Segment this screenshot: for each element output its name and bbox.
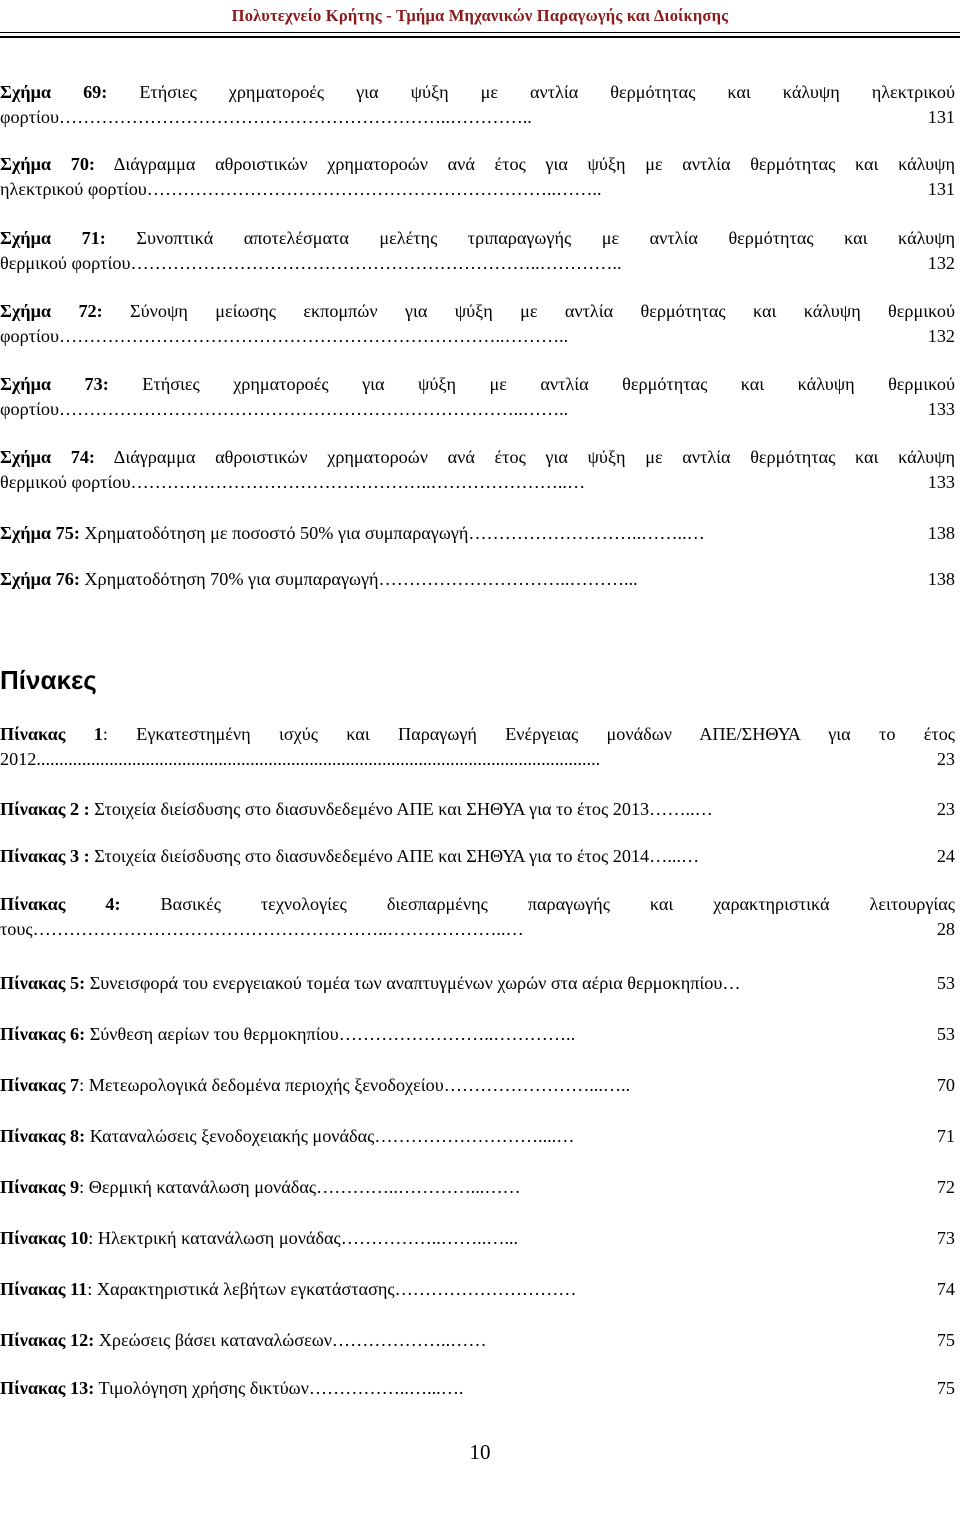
- toc-entry[interactable]: [0, 844, 955, 869]
- entry-title: Διάγραμμα αθροιστικών χρηματοροών ανά έτος για ψύξη με αντλία θερμότητας και κάλυψη: [94, 447, 955, 467]
- entry-page-number: 138: [927, 569, 955, 589]
- dot-leader: …………………………………………………………..…………..: [130, 253, 622, 273]
- entry-caption: [0, 797, 649, 822]
- entry-label: Πίνακας 9: [0, 1177, 80, 1197]
- entry-title: Σύνοψη μείωσης εκπομπών για ψύξη με αντλία θερμότητας και κάλυψη θερμικού: [102, 301, 955, 321]
- page-number: 10: [469, 1440, 491, 1464]
- entry-label: Πίνακας 6:: [0, 1024, 86, 1044]
- entry-title: Χρηματοδότηση με ποσοστό 50% για συμπαραγωγή: [79, 523, 469, 543]
- entry-page-number: 131: [927, 179, 955, 199]
- entry-caption: [0, 521, 468, 546]
- entry-label: Σχήμα 75:: [0, 523, 80, 543]
- dot-leader: …………………………………………………………………..……..: [58, 399, 569, 419]
- entry-page-number: 133: [927, 472, 955, 492]
- entry-label: Πίνακας 3 :: [0, 846, 90, 866]
- entry-page-number: 23: [936, 749, 955, 769]
- toc-entry[interactable]: [0, 722, 955, 772]
- entry-separator: [121, 894, 161, 914]
- dot-leader: ……………………...…..: [443, 1075, 631, 1095]
- dot-leader: ……………………..…………..: [338, 1024, 576, 1044]
- entry-title-continued: θερμικού φορτίου: [0, 253, 131, 273]
- toc-entry[interactable]: [0, 521, 955, 546]
- entry-page-number: 72: [936, 1177, 955, 1197]
- entry-title: Βασικές τεχνολογίες διεσπαρμένης παραγωγής και χαρακτηριστικά λειτουργίας: [160, 894, 955, 914]
- entry-page-number: 53: [936, 973, 955, 993]
- toc-entry[interactable]: [0, 80, 955, 130]
- entry-page-number: 24: [936, 846, 955, 866]
- entry-title: Θερμική κατανάλωση μονάδας: [88, 1177, 317, 1197]
- toc-entry[interactable]: [0, 1073, 955, 1098]
- entry-title: Εγκατεστημένη ισχύς και Παραγωγή Ενέργειας μονάδων ΑΠΕ/ΣΗΘΥΑ για το έτος: [136, 724, 955, 744]
- entry-label: Σχήμα 76:: [0, 569, 80, 589]
- entry-label: Πίνακας 1: [0, 724, 103, 744]
- entry-title-continued: φορτίου: [0, 107, 59, 127]
- entry-label: Σχήμα 69:: [0, 82, 108, 102]
- entry-title-continued: φορτίου: [0, 399, 59, 419]
- toc-entry[interactable]: [0, 445, 955, 495]
- entry-caption: [0, 1073, 444, 1098]
- toc-entry[interactable]: [0, 892, 955, 942]
- entry-page-number: 53: [936, 1024, 955, 1044]
- entry-caption: [0, 844, 649, 869]
- entry-title: Συνοπτικά αποτελέσματα μελέτης τριπαραγωγής με αντλία θερμότητας και κάλυψη: [105, 228, 955, 248]
- dot-leader: ............................................................................................................................: [36, 749, 601, 769]
- entry-label: Σχήμα 71:: [0, 228, 106, 248]
- entry-label: Πίνακας 10: [0, 1228, 89, 1248]
- entry-label: Σχήμα 74:: [0, 447, 95, 467]
- entry-separator: :: [79, 1177, 89, 1197]
- toc-entry[interactable]: [0, 152, 955, 202]
- entry-label: Πίνακας 4:: [0, 894, 121, 914]
- dot-leader: …………………………………………………………..……..: [146, 179, 602, 199]
- entry-title: Διάγραμμα αθροιστικών χρηματοροών ανά έτος για ψύξη με αντλία θερμότητας και κάλυψη: [94, 154, 955, 174]
- dot-leader: ……………..……..…...: [340, 1228, 519, 1248]
- entry-title-continued: φορτίου: [0, 326, 59, 346]
- dot-leader: ………………………………………………………..…………..: [58, 107, 532, 127]
- entry-title: Στοιχεία διείσδυσης στο διασυνδεδεμένο ΑΠΕ και ΣΗΘΥΑ για το έτος 2014: [94, 846, 650, 866]
- entry-label: Σχήμα 73:: [0, 374, 109, 394]
- entry-page-number: 23: [936, 799, 955, 819]
- entry-title: Τιμολόγηση χρήσης δικτύων: [98, 1378, 309, 1398]
- entry-page-number: 73: [936, 1228, 955, 1248]
- entry-page-number: 131: [927, 107, 955, 127]
- dot-leader: ………………..……: [331, 1330, 487, 1350]
- entry-label: Πίνακας 8:: [0, 1126, 86, 1146]
- entry-page-number: 75: [936, 1378, 955, 1398]
- entry-separator: :: [88, 1228, 98, 1248]
- entry-label: Σχήμα 70:: [0, 154, 95, 174]
- entry-title: Χρεώσεις βάσει καταναλώσεων: [98, 1330, 332, 1350]
- header-rule-thick: [0, 36, 960, 38]
- entry-page-number: 74: [936, 1279, 955, 1299]
- entry-title-continued: τους: [0, 919, 33, 939]
- entry-title: Χαρακτηριστικά λεβήτων εγκατάστασης: [96, 1279, 395, 1299]
- toc-entry[interactable]: [0, 1175, 955, 1200]
- dot-leader: …: [722, 973, 741, 993]
- entry-label: Πίνακας 5:: [0, 973, 86, 993]
- entry-page-number: 132: [927, 253, 955, 273]
- dot-leader: ………………………..……..…: [468, 523, 705, 543]
- entry-separator: :: [102, 724, 137, 744]
- entry-label: Πίνακας 2 :: [0, 799, 90, 819]
- entry-title-continued: ηλεκτρικού φορτίου: [0, 179, 147, 199]
- toc-entry[interactable]: [0, 372, 955, 422]
- dot-leader: ……………..…...….: [308, 1378, 464, 1398]
- entry-caption: [0, 1328, 332, 1353]
- dot-leader: …………………………..………...: [378, 569, 638, 589]
- entry-page-number: 75: [936, 1330, 955, 1350]
- toc-entry[interactable]: [0, 567, 955, 592]
- entry-title: Ετήσιες χρηματοροές για ψύξη με αντλία θερμότητας και κάλυψη ηλεκτρικού: [107, 82, 955, 102]
- entry-caption: [0, 1277, 395, 1302]
- entry-title: Μετεωρολογικά δεδομένα περιοχής ξενοδοχείου: [88, 1075, 444, 1095]
- entry-title: Στοιχεία διείσδυσης στο διασυνδεδεμένο ΑΠΕ και ΣΗΘΥΑ για το έτος 2013: [94, 799, 650, 819]
- dot-leader: ……..…: [649, 799, 713, 819]
- entry-page-number: 70: [936, 1075, 955, 1095]
- entry-label: Πίνακας 7: [0, 1075, 80, 1095]
- entry-title-continued: 2012: [0, 749, 37, 769]
- entry-label: Σχήμα 72:: [0, 301, 103, 321]
- entry-caption: [0, 1175, 316, 1200]
- toc-entry[interactable]: [0, 1277, 955, 1302]
- dot-leader: ………………………....…: [374, 1126, 575, 1146]
- document-header: Πολυτεχνείο Κρήτης - Τμήμα Μηχανικών Παραγωγής και Διοίκησης: [231, 6, 729, 25]
- entry-title: Συνεισφορά του ενεργειακού τομέα των αναπτυγμένων χωρών στα αέρια θερμοκηπίου: [89, 973, 723, 993]
- dot-leader: …………………………: [394, 1279, 577, 1299]
- toc-entry[interactable]: [0, 1226, 955, 1251]
- toc-entry[interactable]: [0, 226, 955, 276]
- tables-section-title: Πίνακες: [0, 665, 97, 695]
- dot-leader: …...…: [649, 846, 700, 866]
- entry-caption: [0, 1226, 341, 1251]
- entry-label: Πίνακας 11: [0, 1279, 88, 1299]
- entry-page-number: 138: [927, 523, 955, 543]
- entry-caption: [0, 971, 722, 996]
- toc-entry[interactable]: [0, 1328, 955, 1353]
- dot-leader: …………………………………………..…………………..…: [130, 472, 586, 492]
- dot-leader: …………………………………………………..………………..…: [32, 919, 524, 939]
- entry-title: Ετήσιες χρηματοροές για ψύξη με αντλία θερμότητας και κάλυψη θερμικού: [108, 374, 955, 394]
- entry-title: Καταναλώσεις ξενοδοχειακής μονάδας: [89, 1126, 375, 1146]
- entry-page-number: 133: [927, 399, 955, 419]
- entry-page-number: 132: [927, 326, 955, 346]
- dot-leader: ………………………………………………………………..………..: [58, 326, 569, 346]
- entry-caption: [0, 1022, 339, 1047]
- entry-title: Ηλεκτρική κατανάλωση μονάδας: [97, 1228, 341, 1248]
- toc-entry[interactable]: [0, 971, 955, 996]
- entry-page-number: 28: [936, 919, 955, 939]
- entry-title: Χρηματοδότηση 70% για συμπαραγωγή: [79, 569, 379, 589]
- entry-title: Σύνθεση αερίων του θερμοκηπίου: [89, 1024, 339, 1044]
- header-rule-thin: [0, 32, 960, 33]
- entry-title-continued: θερμικού φορτίου: [0, 472, 131, 492]
- entry-page-number: 71: [936, 1126, 955, 1146]
- entry-separator: :: [79, 1075, 89, 1095]
- entry-label: Πίνακας 12:: [0, 1330, 95, 1350]
- toc-entry[interactable]: [0, 1022, 955, 1047]
- toc-entry[interactable]: [0, 797, 955, 822]
- entry-caption: [0, 567, 379, 592]
- toc-entry[interactable]: [0, 1376, 955, 1401]
- toc-entry[interactable]: [0, 1124, 955, 1149]
- entry-caption: [0, 1124, 374, 1149]
- entry-label: Πίνακας 13:: [0, 1378, 95, 1398]
- entry-caption: [0, 1376, 309, 1401]
- toc-entry[interactable]: [0, 299, 955, 349]
- entry-separator: :: [87, 1279, 97, 1299]
- dot-leader: …………..…………...……: [316, 1177, 521, 1197]
